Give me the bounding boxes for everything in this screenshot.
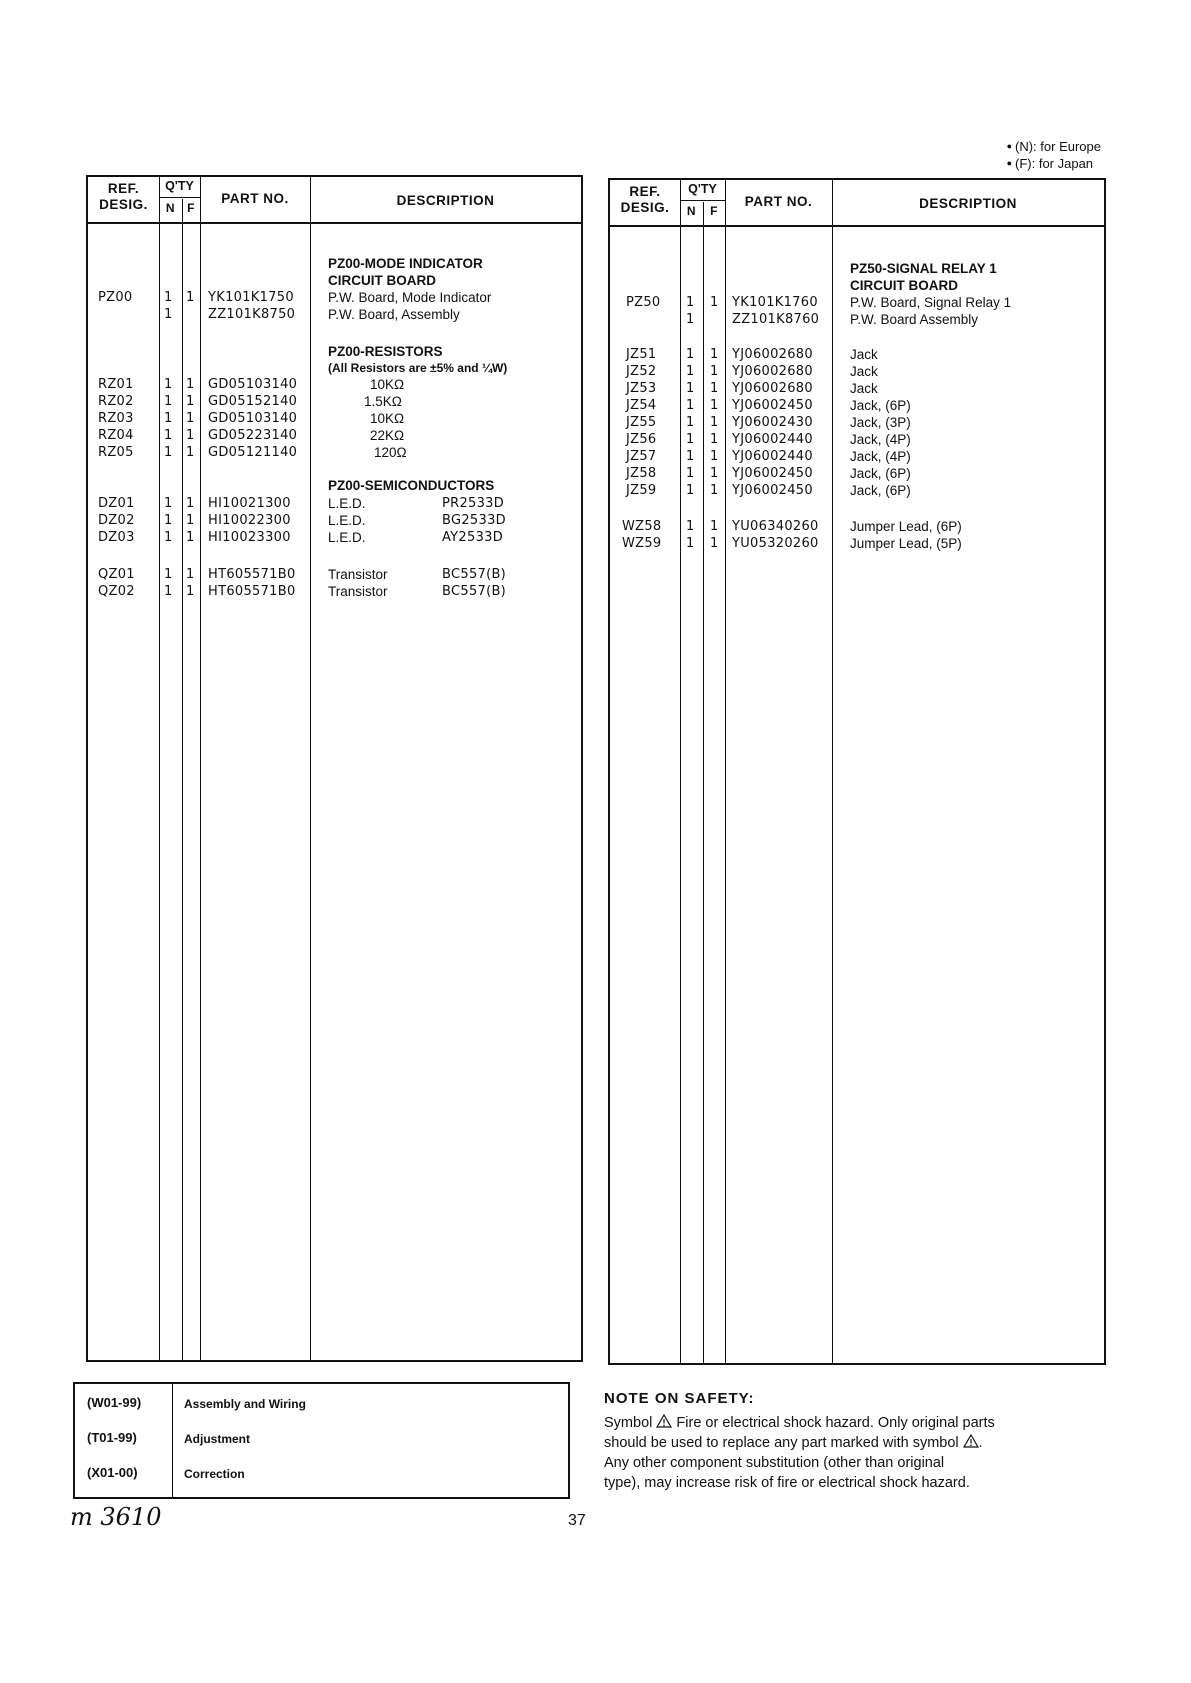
header-qty: Q'TY [688, 182, 717, 196]
header-qty: Q'TY [165, 179, 194, 193]
code-meaning: Correction [184, 1467, 245, 1481]
safety-note-line4: type), may increase risk of fire or electrical shock hazard. [604, 1475, 970, 1491]
section-title: PZ00-SEMICONDUCTORS [328, 478, 495, 493]
hazard-warning-icon [656, 1414, 672, 1428]
safety-note: NOTE ON SAFETY: Symbol Fire or electrical shock hazard. Only original parts should be used to replace any part marked with symbol . Any other component substitution (other than original type), may increase risk of fire or electrical shock hazard. [604, 1389, 1084, 1493]
header-qty-f: F [187, 201, 195, 215]
header-qty-n: N [165, 201, 176, 215]
legend-europe: ● (N): for Europe [1006, 139, 1101, 154]
section-title: PZ00-MODE INDICATOR [328, 256, 483, 271]
header-qty-n: N [686, 204, 697, 218]
legend [1007, 138, 1101, 172]
header-description: DESCRIPTION [396, 193, 495, 208]
header-ref: REF. DESIG. [99, 181, 148, 212]
header-qty-f: F [710, 204, 718, 218]
header-part-no: PART NO. [221, 191, 289, 206]
section-title: CIRCUIT BOARD [328, 273, 436, 288]
page-number: 37 [568, 1512, 586, 1529]
safety-note-line3: Any other component substitution (other than original [604, 1455, 945, 1471]
code-label: (T01-99) [87, 1430, 137, 1445]
code-meaning: Adjustment [184, 1432, 250, 1446]
section-subtitle: (All Resistors are ±5% and ¼W) [328, 361, 508, 375]
legend-japan: ● (F): for Japan [1006, 156, 1094, 171]
header-description: DESCRIPTION [919, 196, 1017, 211]
section-title: PZ00-RESISTORS [328, 344, 443, 359]
code-label: (W01-99) [87, 1395, 142, 1410]
safety-note-symbol-label: Symbol [604, 1415, 653, 1431]
safety-note-line2: should be used to replace any part marked with symbol [604, 1435, 959, 1451]
hazard-warning-icon [963, 1434, 979, 1448]
safety-note-title: NOTE ON SAFETY: [604, 1390, 755, 1407]
section-title: CIRCUIT BOARD [850, 278, 958, 293]
code-meaning: Assembly and Wiring [184, 1397, 306, 1411]
header-part-no: PART NO. [744, 194, 813, 209]
left-parts-table: REF. DESIG. Q'TY N F PART NO. DESCRIPTION PZ00-MODE INDICATOR CIRCUIT BOARD PZ00-RESISTORS (All Resistors are ±5% and ¼W) PZ00-SEMICONDUCTORS PZ00 1 1 YK101K1750 P.W. Board, Mode Indicator 1 ZZ101K8750 P.W. Board, Assembly RZ01 1 1 GD05103140 10KΩ RZ02 1 1 GD05152140 1.5KΩ RZ03 1 1 GD05103140 10KΩ RZ04 1 1 GD05223140 22KΩ RZ05 1 1 GD05121140 120Ω DZ01 1 1 HI10021300 L.E.D. PR2533D DZ02 1 1 HI10022300 L.E.D. BG2533D DZ03 1 1 HI10023300 L.E.D. AY2533D QZ01 1 1 HT605571B0 Transistor BC557(B) QZ02 1 1 HT605571B0 Transistor BC557(B) [86, 175, 583, 1362]
section-title: PZ50-SIGNAL RELAY 1 [850, 261, 997, 276]
codes-box [73, 1382, 570, 1499]
handwritten-note: m 3610 [70, 1503, 162, 1531]
right-parts-table: REF. DESIG. Q'TY N F PART NO. DESCRIPTION PZ50-SIGNAL RELAY 1 CIRCUIT BOARD PZ50 1 1 YK101K1760 P.W. Board, Signal Relay 1 1 ZZ101K8760 P.W. Board Assembly JZ51 1 1 YJ06002680 Jack JZ52 1 1 YJ06002680 Jack JZ53 1 1 YJ06002680 Jack JZ54 1 1 YJ06002450 Jack, (6P) JZ55 1 1 YJ06002430 Jack, (3P) JZ56 1 1 YJ06002440 Jack, (4P) JZ57 1 1 YJ06002440 Jack, (4P) JZ58 1 1 YJ06002450 Jack, (6P) JZ59 1 1 YJ06002450 Jack, (6P) WZ58 1 1 YU06340260 Jumper Lead, (6P) WZ59 1 1 YU05320260 Jumper Lead, (5P) [608, 178, 1106, 1365]
code-label: (X01-00) [87, 1465, 138, 1480]
header-ref: REF. DESIG. [620, 184, 670, 215]
safety-note-line1: Fire or electrical shock hazard. Only original parts [676, 1415, 995, 1431]
